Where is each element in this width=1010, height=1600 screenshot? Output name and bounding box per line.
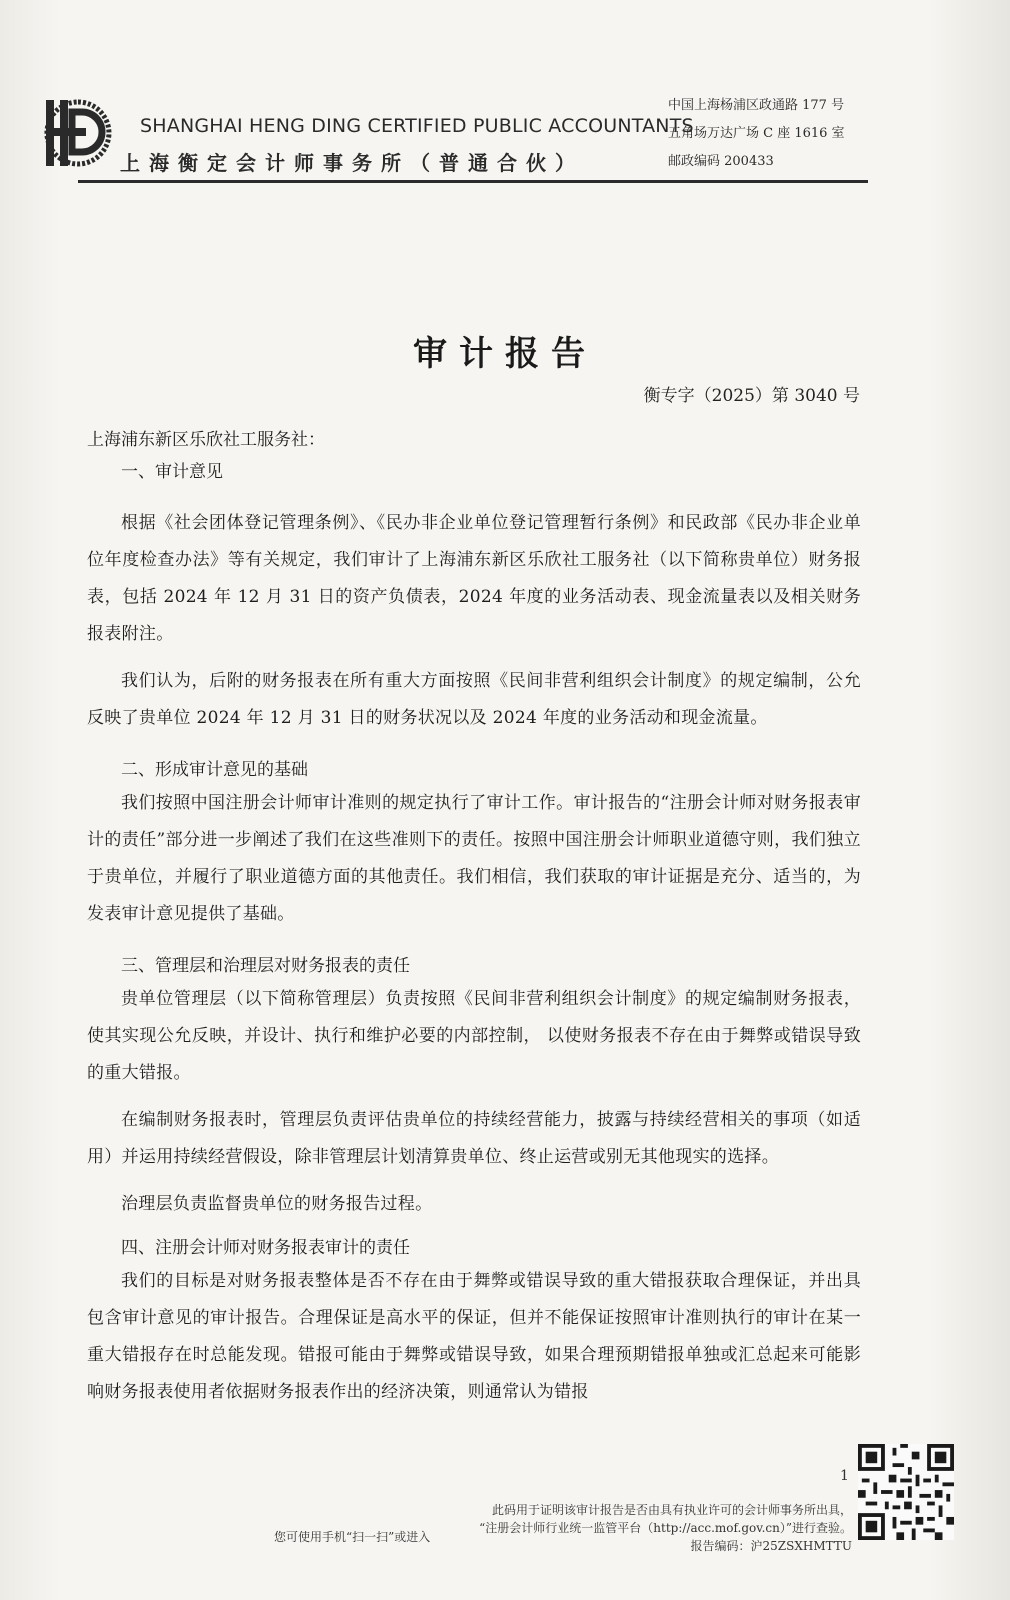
letterhead-divider bbox=[78, 180, 868, 183]
firm-address bbox=[668, 92, 845, 176]
section-heading-1: 一、审计意见 bbox=[121, 462, 223, 482]
report-body bbox=[87, 423, 861, 1411]
report-code: 报告编码：沪25ZSXHMTTU bbox=[690, 1539, 852, 1553]
qr-code-icon[interactable] bbox=[858, 1444, 954, 1540]
section-heading-3: 三、管理层和治理层对财务报表的责任 bbox=[121, 956, 410, 976]
postcode: 邮政编码 200433 bbox=[668, 154, 774, 169]
paragraph: 我们的目标是对财务报表整体是否不存在由于舞弊或错误导致的重大错报获取合理保证，并出具包含审计意见的审计报告。合理保证是高水平的保证，但并不能保证按照审计准则执行的审计在某一重大错报存在时总能发现。错报可能由于舞弊或错误导致，如果合理预期错报单独或汇总起来可能影响财务报表使用者依据财务报表作出的经济决策，则通常认为错报 bbox=[87, 1271, 861, 1402]
section-heading-2: 二、形成审计意见的基础 bbox=[121, 760, 308, 780]
paragraph: 我们认为，后附的财务报表在所有重大方面按照《民间非营利组织会计制度》的规定编制，公允反映了贵单位 2024 年 12 月 31 日的财务状况以及 2024 年度的业务活动和现金流量。 bbox=[87, 671, 861, 728]
address-line-2: 五角场万达广场 C 座 1616 室 bbox=[668, 126, 845, 141]
document-number: 衡专字（2025）第 3040 号 bbox=[643, 386, 860, 406]
section-heading-4: 四、注册会计师对财务报表审计的责任 bbox=[121, 1238, 410, 1258]
address-line-1: 中国上海杨浦区政通路 177 号 bbox=[668, 98, 845, 113]
paragraph: 根据《社会团体登记管理条例》、《民办非企业单位登记管理暂行条例》和民政部《民办非企业单位年度检查办法》等有关规定，我们审计了上海浦东新区乐欣社工服务社（以下简称贵单位）财务报表，包括 2024 年 12 月 31 日的资产负债表，2024 年度的业务活动表、现金流量表以及相关财务报表附注。 bbox=[87, 513, 861, 644]
paragraph: 在编制财务报表时，管理层负责评估贵单位的持续经营能力，披露与持续经营相关的事项（如适用）并运用持续经营假设，除非管理层计划清算贵单位、终止运营或别无其他现实的选择。 bbox=[87, 1110, 861, 1167]
verification-line-2: “注册会计师行业统一监管平台（http://acc.mof.gov.cn）”进行查验。 bbox=[479, 1521, 852, 1535]
verification-line-1: 此码用于证明该审计报告是否由具有执业许可的会计师事务所出具， bbox=[491, 1503, 852, 1517]
paragraph: 治理层负责监督贵单位的财务报告过程。 bbox=[121, 1194, 433, 1214]
verification-note bbox=[432, 1501, 852, 1555]
scan-hint: 您可使用手机“扫一扫”或进入 bbox=[274, 1530, 431, 1544]
paragraph: 我们按照中国注册会计师审计准则的规定执行了审计工作。审计报告的“注册会计师对财务报表审计的责任”部分进一步阐述了我们在这些准则下的责任。按照中国注册会计师职业道德守则，我们独立于贵单位，并履行了职业道德方面的其他责任。我们相信，我们获取的审计证据是充分、适当的，为发表审计意见提供了基础。 bbox=[87, 793, 861, 924]
addressee: 上海浦东新区乐欣社工服务社： bbox=[87, 430, 325, 450]
firm-name-english: SHANGHAI HENG DING CERTIFIED PUBLIC ACCOUNTANTS bbox=[140, 115, 694, 137]
page-number: 1 bbox=[840, 1468, 849, 1484]
paragraph: 贵单位管理层（以下简称管理层）负责按照《民间非营利组织会计制度》的规定编制财务报表，使其实现公允反映，并设计、执行和维护必要的内部控制， 以使财务报表不存在由于舞弊或错误导致的重大错报。 bbox=[87, 989, 861, 1083]
firm-name-chinese: 上海衡定会计师事务所（普通合伙） bbox=[120, 151, 584, 175]
report-title: 审计报告 bbox=[413, 334, 597, 374]
firm-logo-icon bbox=[42, 96, 114, 170]
